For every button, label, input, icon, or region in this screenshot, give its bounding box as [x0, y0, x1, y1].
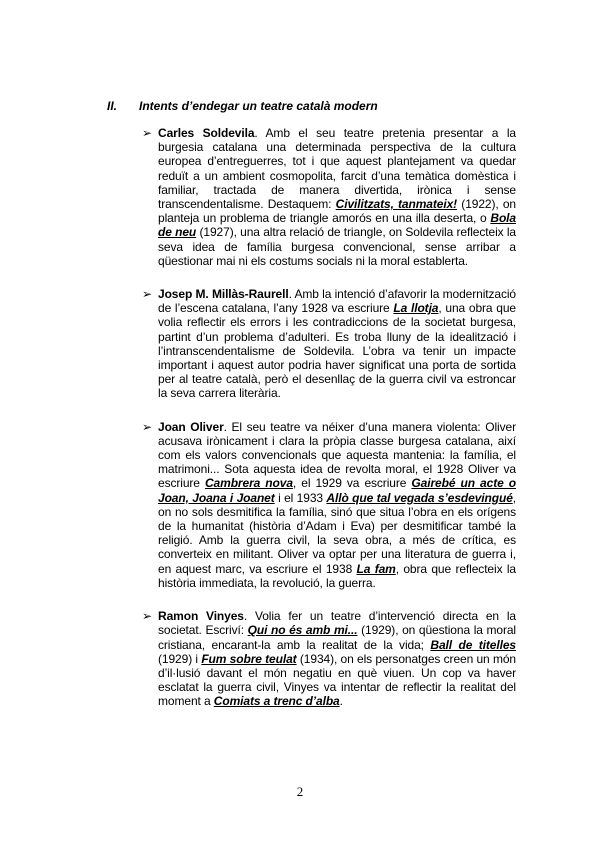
work-title: Comiats a trenc d’alba: [213, 694, 340, 709]
work-title: La fam: [356, 561, 396, 576]
paragraph-text: , on no sols desmitifica la família, sinó que situa l’obra en els orígens de la humanitat (història d’Adam i Eva) per desmitificar també la religió. Amb la guerra civil, la seva obra, a més de crítica, es converteix en militant. Oliver va optar per una literatura de guerra i, en aquest marc, va escriure el 1938: [158, 490, 516, 576]
arrow-bullet-icon: ➢: [142, 419, 153, 434]
arrow-bullet-icon: ➢: [142, 609, 153, 624]
arrow-bullet-icon: ➢: [142, 287, 153, 302]
author-name: Joan Oliver: [158, 419, 224, 434]
paragraph-text: (1929), on qüestiona la moral cristiana, encarant-la amb la realitat de la vida;: [158, 623, 516, 652]
paragraph-text: (1934), on els personatges creen un món d’il·lusió davant el món negatiu en què viuen. Un cop va haver esclatat la guerra civil, Vinyes va intentar de reflectir la realitat del moment a: [158, 651, 516, 709]
arrow-bullet-icon: ➢: [142, 126, 153, 140]
work-title: Ball de titelles: [430, 637, 516, 652]
page-number: 2: [296, 784, 304, 799]
paragraph-text: , obra que reflecteix la història immediata, la revolució, la guerra.: [158, 561, 516, 590]
work-title: Fum sobre teulat: [201, 651, 297, 666]
paragraph-text: , una obra que volia reflectir els errors i les contradiccions de la societat burgesa, partint d’un problema d’adulteri. Es troba lluny de la idealització i l’intranscendentalisme de Soldevila. L’obra va tenir un impacte important i aquest autor podria haver significat una porta de sortida per al teatre català, però el desenllaç de la guerra civil va estroncar la seva carrera literària.: [158, 301, 516, 401]
work-title: Qui no és amb mi...: [247, 623, 358, 638]
author-paragraph: [158, 420, 516, 590]
author-name: Josep M. Millàs-Raurell: [158, 287, 289, 302]
paragraph-text: (1929) i: [158, 651, 202, 666]
paragraph-text: . El seu teatre va néixer d’una manera violenta: Oliver acusava irònicament i clara la pròpia classe burgesa catalana, així com els valors convencionals que aquesta mantenia: la família, el matrimoni... Sota aquesta idea de revolta moral, el 1928 Oliver va escriure: [158, 419, 516, 491]
work-title: Allò que tal vegada s’esdevingué: [326, 490, 513, 505]
paragraph-text: (1922), on planteja un problema de triangle amorós en una illa deserta, o: [158, 197, 516, 226]
author-entry: [142, 287, 516, 401]
paragraph-text: , el 1929 va escriure: [292, 476, 412, 491]
section-title: Intents d’endegar un teatre català modern: [139, 99, 378, 113]
author-entry: [142, 609, 516, 708]
work-title: Civilitzats, tanmateix!: [335, 197, 458, 212]
author-paragraph: [158, 609, 516, 708]
author-name: Ramon Vinyes: [158, 609, 244, 624]
author-entry: [142, 420, 516, 590]
author-name: Carles Soldevila: [158, 126, 255, 140]
author-paragraph: [158, 126, 516, 268]
section-number: II.: [107, 99, 118, 113]
paragraph-text: . Amb la intenció d’afavorir la modernització de l’escena catalana, l’any 1928 va escriure: [158, 287, 517, 316]
author-list: [142, 126, 516, 728]
work-title: Bola de neu: [158, 211, 516, 240]
author-entry: [142, 126, 516, 268]
work-title: La llotja: [393, 301, 439, 316]
work-title: Gairebé un acte o Joan, Joana i Joanet: [158, 476, 516, 505]
work-title: Cambrera nova: [204, 476, 293, 491]
paragraph-text: i el 1933: [274, 490, 327, 505]
paragraph-text: (1927), una altra relació de triangle, on Soldevila reflecteix la seva idea de família burgesa convencional, sense arribar a qüestionar mai ni els costums socials ni la moral establerta.: [158, 225, 516, 268]
paragraph-text: . Amb el seu teatre pretenia presentar a la burgesia catalana una determinada perspectiva de la cultura europea d’entreguerres, tot i que aquest plantejament va quedar reduït a un ambient cosmopolita, farcit d’una temàtica domèstica i familiar, tractada de manera divertida, irònica i sense transcendentalisme. Destaquem:: [158, 126, 516, 212]
paragraph-text: . Volia fer un teatre d’intervenció directa en la societat. Escriví:: [158, 609, 516, 638]
author-paragraph: [158, 287, 516, 401]
paragraph-text: .: [339, 694, 343, 709]
section-heading: [107, 99, 537, 113]
